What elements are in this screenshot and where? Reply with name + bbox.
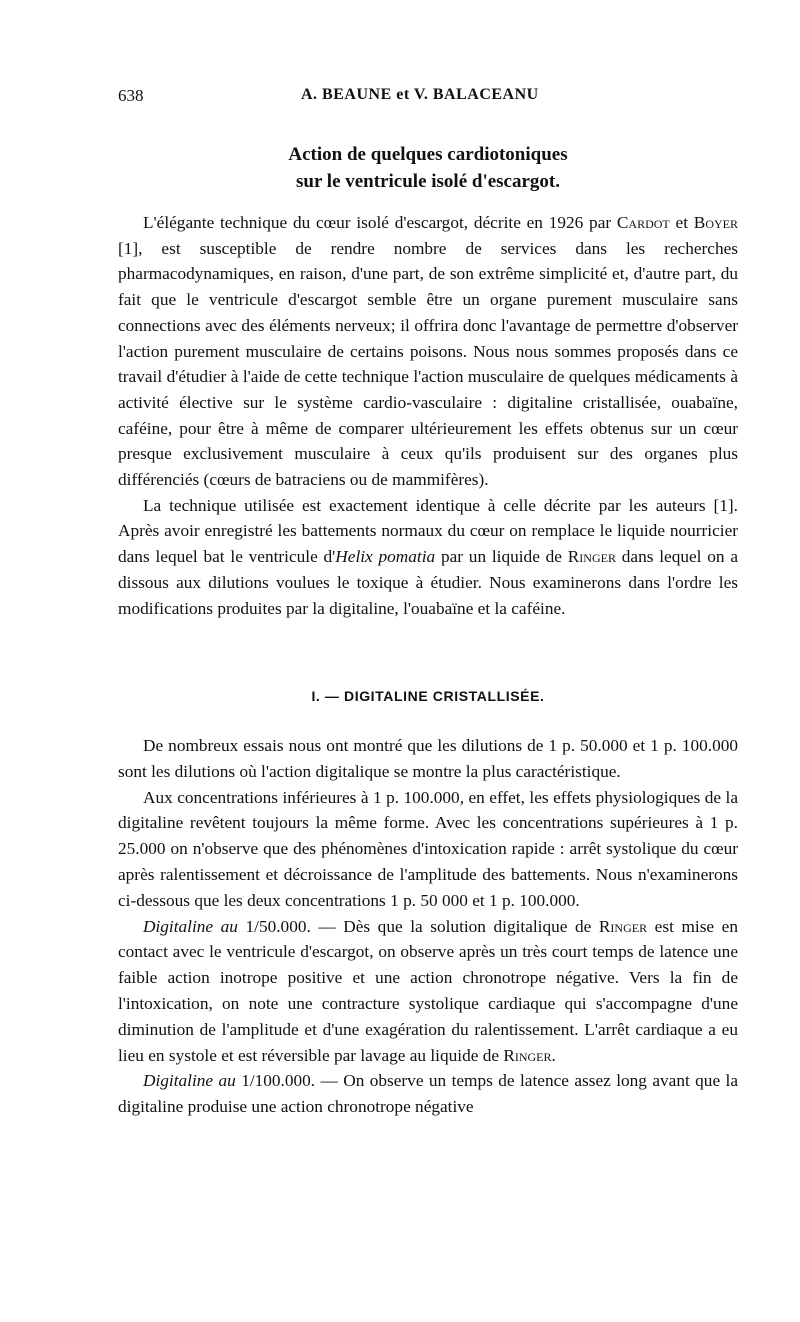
paragraph-label: Digitaline au — [143, 916, 238, 936]
author-name: Cardot — [616, 213, 670, 232]
intro-paragraph-2 — [118, 493, 738, 622]
text-run: par un liquide de — [435, 547, 568, 567]
species-name: Helix pomatia — [335, 547, 436, 567]
text-run: La technique utilisée est exactement identique à celle décrite par les auteurs [1]. Après avoir enregistré les battements normaux du cœur on remplace le liquide nourricier dans lequel bat le ventricule d' — [118, 495, 738, 567]
digitaline-text — [118, 733, 738, 1120]
page-header — [118, 86, 738, 112]
page-number: 638 — [118, 86, 144, 105]
digitaline-paragraph-2: Aux concentrations inférieures à 1 p. 100.000, en effet, les effets physiologiques de la digitaline revêtent toujours la même forme. Avec les concentrations supérieures à 1 p. 25.000 on n'observe que des phénomènes d'intoxication rapide : arrêt systolique du cœur après ralentissement et décroissance de l'amplitude des battements. Nous n'examinerons ci-dessous que les deux concentrations 1 p. 50 000 et 1 p. 100.000. — [118, 787, 738, 910]
digitaline-paragraph-4 — [118, 1068, 738, 1120]
author-name: Boyer — [693, 213, 738, 232]
digitaline-paragraph-1: De nombreux essais nous ont montré que les dilutions de 1 p. 50.000 et 1 p. 100.000 sont les dilutions où l'action digitalique se montre la plus caractéristique. — [118, 736, 738, 781]
ringer-name: Ringer — [503, 1045, 552, 1065]
text-run: [1], est susceptible de rendre nombre de services dans les recherches pharmacodynamiques, en raison, d'une part, de son extrême simplicité et, d'autre part, du fait que le ventricule d'escargot semble être un organe purement musculaire sans connections avec des éléments nerveux; il offrira donc l'avantage de permettre d'observer l'action purement musculaire de certains poisons. Nous nous sommes proposés dans ce travail d'étudier à l'aide de cette technique l'action musculaire de quelques médicaments à activité élective sur le système cardio-vasculaire : digitaline cristallisée, ouabaïne, caféine, pour être à même de comparer ultérieurement les effets obtenus sur un cœur presque exclusivement musculaire à ceux qu'ils produisent sur des organes plus différenciés (cœurs de batraciens ou de mammifères). — [118, 238, 738, 490]
paragraph-label: Digitaline au — [143, 1071, 236, 1091]
text-run: L'élégante technique du cœur isolé d'escargot, décrite en 1926 par — [143, 213, 617, 232]
text-run: . — [551, 1045, 556, 1065]
text-run: dans lequel on a dissous aux dilutions voulues le toxique à étudier. Nous examinerons dans l'ordre les modifications produites par la digitaline, l'ouabaïne et la caféine. — [118, 547, 739, 618]
text-run: est mise en contact avec le ventricule d'escargot, on observe après un très court temps de latence une faible action inotrope positive et une action chronotrope négative. Vers la fin de l'intoxication, on note une contracture systolique cardiaque qui s'accompagne d'une diminution de l'amplitude et d'une exagération du ralentissement. L'arrêt cardiaque a eu lieu en systole et est réversible par lavage au liquide de — [118, 916, 738, 1065]
intro-paragraph-1 — [118, 210, 738, 493]
intro-text — [118, 210, 738, 621]
section-heading: I. — DIGITALINE CRISTALLISÉE. — [311, 688, 545, 704]
article-title-line-1: Action de quelques cardiotoniques — [288, 144, 568, 165]
text-run: 1/50.000. — Dès que la solution digitalique de — [237, 916, 599, 936]
running-head: A. BEAUNE et V. BALACEANU — [301, 86, 539, 103]
article-title-line-2: sur le ventricule isolé d'escargot. — [295, 171, 560, 192]
text-run: 1/100.000. — On observe un temps de latence assez long avant que la digitaline produise une action chronotrope négative — [118, 1071, 739, 1117]
ringer-name: Ringer — [567, 547, 616, 567]
digitaline-paragraph-3 — [118, 914, 738, 1069]
text-run: et — [669, 213, 694, 232]
ringer-name: Ringer — [598, 916, 648, 936]
